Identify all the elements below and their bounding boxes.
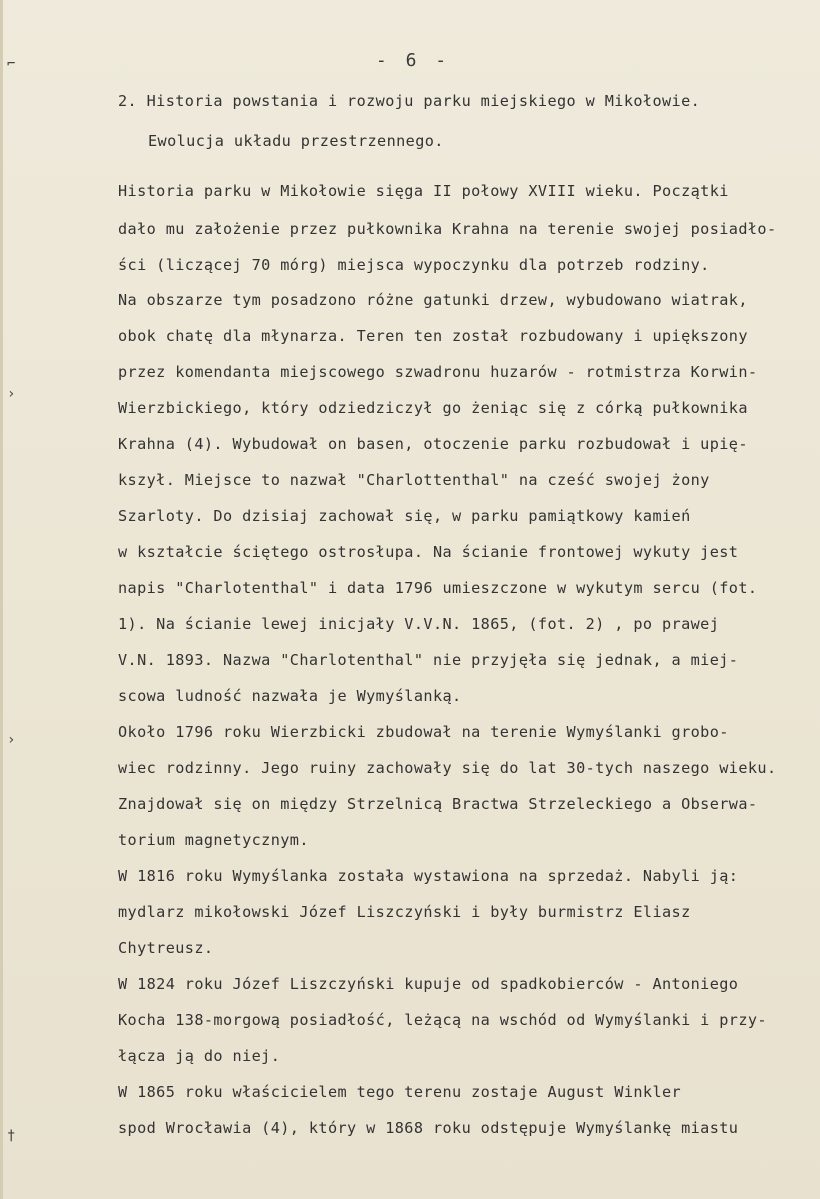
text-line: Szarloty. Do dzisiaj zachował się, w parku pamiątkowy kamień — [118, 507, 691, 525]
text-line: Znajdował się on między Strzelnicą Bractwa Strzeleckiego a Obserwa- — [118, 795, 758, 813]
text-line: kszył. Miejsce to nazwał "Charlottenthal" na cześć swojej żony — [118, 471, 710, 489]
text-line: Około 1796 roku Wierzbicki zbudował na terenie Wymyślanki grobo- — [118, 723, 729, 741]
margin-mark: › — [7, 732, 16, 748]
text-line: V.N. 1893. Nazwa "Charlotenthal" nie przyjęła się jednak, a miej- — [118, 651, 739, 669]
text-line: spod Wrocławia (4), który w 1868 roku odstępuje Wymyślankę miastu — [118, 1119, 739, 1137]
text-line: ści (liczącej 70 mórg) miejsca wypoczynku dla potrzeb rodziny. — [118, 256, 710, 274]
margin-mark: † — [7, 1128, 16, 1144]
text-line: obok chatę dla młynarza. Teren ten został rozbudowany i upiększony — [118, 327, 748, 345]
text-line: W 1824 roku Józef Liszczyński kupuje od spadkobierców - Antoniego — [118, 975, 739, 993]
text-line: mydlarz mikołowski Józef Liszczyński i były burmistrz Eliasz — [118, 903, 691, 921]
margin-mark: › — [7, 386, 16, 402]
text-line: przez komendanta miejscowego szwadronu huzarów - rotmistrza Korwin- — [118, 363, 758, 381]
text-line: torium magnetycznym. — [118, 831, 309, 849]
text-line: Na obszarze tym posadzono różne gatunki drzew, wybudowano wiatrak, — [118, 291, 748, 309]
text-line: Chytreusz. — [118, 939, 214, 957]
text-line: łącza ją do niej. — [118, 1047, 281, 1065]
text-line: Kocha 138-morgową posiadłość, leżącą na wschód od Wymyślanki i przy- — [118, 1011, 767, 1029]
margin-mark: ⌐ — [7, 56, 16, 72]
text-line: 1). Na ścianie lewej inicjały V.V.N. 1865, (fot. 2) , po prawej — [118, 615, 720, 633]
section-heading: 2. Historia powstania i rozwoju parku miejskiego w Mikołowie. — [118, 92, 701, 110]
text-line: dało mu założenie przez pułkownika Krahna na terenie swojej posiadło- — [118, 220, 777, 238]
page-number: - 6 - — [375, 50, 451, 71]
text-line: scowa ludność nazwała je Wymyślanką. — [118, 687, 462, 705]
section-subheading: Ewolucja układu przestrzennego. — [148, 132, 444, 150]
text-line: Historia parku w Mikołowie sięga II połowy XVIII wieku. Początki — [118, 182, 729, 200]
text-line: Krahna (4). Wybudował on basen, otoczenie parku rozbudował i upię- — [118, 435, 748, 453]
text-line: Wierzbickiego, który odziedziczył go żeniąc się z córką pułkownika — [118, 399, 748, 417]
text-line: W 1865 roku właścicielem tego terenu zostaje August Winkler — [118, 1083, 682, 1101]
text-line: W 1816 roku Wymyślanka została wystawiona na sprzedaż. Nabyli ją: — [118, 867, 739, 885]
text-line: w kształcie ściętego ostrosłupa. Na ścianie frontowej wykuty jest — [118, 543, 739, 561]
text-line: napis "Charlotenthal" i data 1796 umieszczone w wykutym sercu (fot. — [118, 579, 758, 597]
text-line: wiec rodzinny. Jego ruiny zachowały się do lat 30-tych naszego wieku. — [118, 759, 777, 777]
